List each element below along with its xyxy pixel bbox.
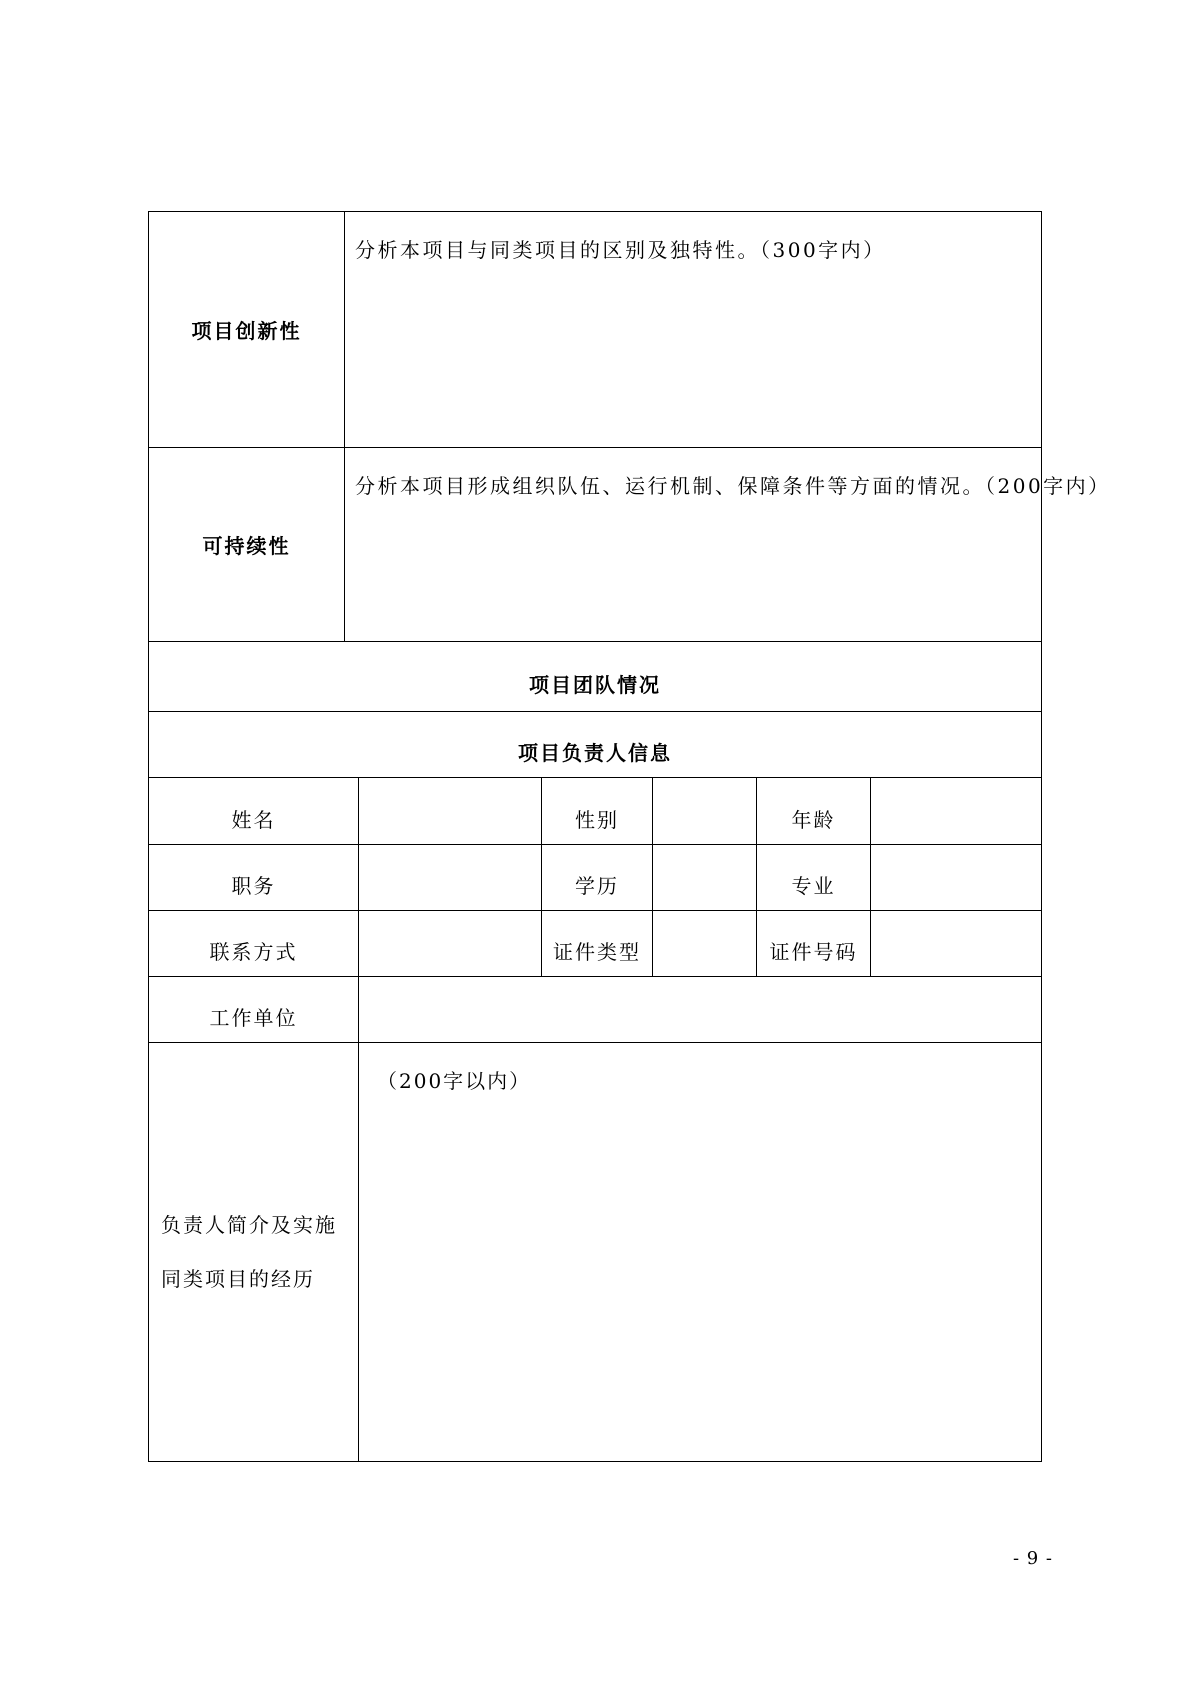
form-row-employer: [149, 977, 1042, 1043]
bio-label-line2: 同类项目的经历: [161, 1267, 315, 1291]
form-row-position: [149, 845, 1042, 911]
id-number-label: 证件号码: [757, 911, 871, 977]
innovation-prompt: 分析本项目与同类项目的区别及独特性。（300字内）: [355, 238, 886, 262]
contact-label: 联系方式: [149, 911, 359, 977]
name-field[interactable]: [359, 778, 542, 845]
bio-label: [149, 1043, 359, 1462]
name-label: 姓名: [149, 778, 359, 845]
sustainability-row: [149, 448, 1042, 642]
application-form-table: [148, 211, 1111, 1462]
sustainability-prompt: 分析本项目形成组织队伍、运行机制、保障条件等方面的情况。（200字内）: [355, 474, 1111, 498]
leader-title: 项目负责人信息: [149, 712, 1042, 778]
major-label: 专业: [757, 845, 871, 911]
leader-title-row: [149, 712, 1042, 778]
id-number-field[interactable]: [871, 911, 1042, 977]
sustainability-label: 可持续性: [149, 448, 345, 642]
education-field[interactable]: [653, 845, 757, 911]
age-field[interactable]: [871, 778, 1042, 845]
education-label: 学历: [542, 845, 653, 911]
position-field[interactable]: [359, 845, 542, 911]
innovation-row: [149, 212, 1042, 448]
bio-row: [149, 1043, 1042, 1462]
form-row-contact: [149, 911, 1042, 977]
form-row-name: [149, 778, 1042, 845]
innovation-input-area[interactable]: [345, 212, 1042, 448]
gender-label: 性别: [542, 778, 653, 845]
position-label: 职务: [149, 845, 359, 911]
page-number: - 9 -: [1012, 1548, 1053, 1569]
contact-field[interactable]: [359, 911, 542, 977]
id-type-label: 证件类型: [542, 911, 653, 977]
bio-input-area[interactable]: [359, 1043, 1042, 1462]
gender-field[interactable]: [653, 778, 757, 845]
bio-label-line1: 负责人简介及实施: [161, 1213, 337, 1237]
innovation-label: 项目创新性: [149, 212, 345, 448]
team-section-title: 项目团队情况: [149, 642, 1042, 712]
sustainability-input-area[interactable]: [345, 448, 1111, 642]
major-field[interactable]: [871, 845, 1042, 911]
bio-prompt: （200字以内）: [377, 1069, 532, 1093]
employer-field[interactable]: [359, 977, 1042, 1043]
age-label: 年龄: [757, 778, 871, 845]
id-type-field[interactable]: [653, 911, 757, 977]
employer-label: 工作单位: [149, 977, 359, 1043]
team-section-row: [149, 642, 1042, 712]
